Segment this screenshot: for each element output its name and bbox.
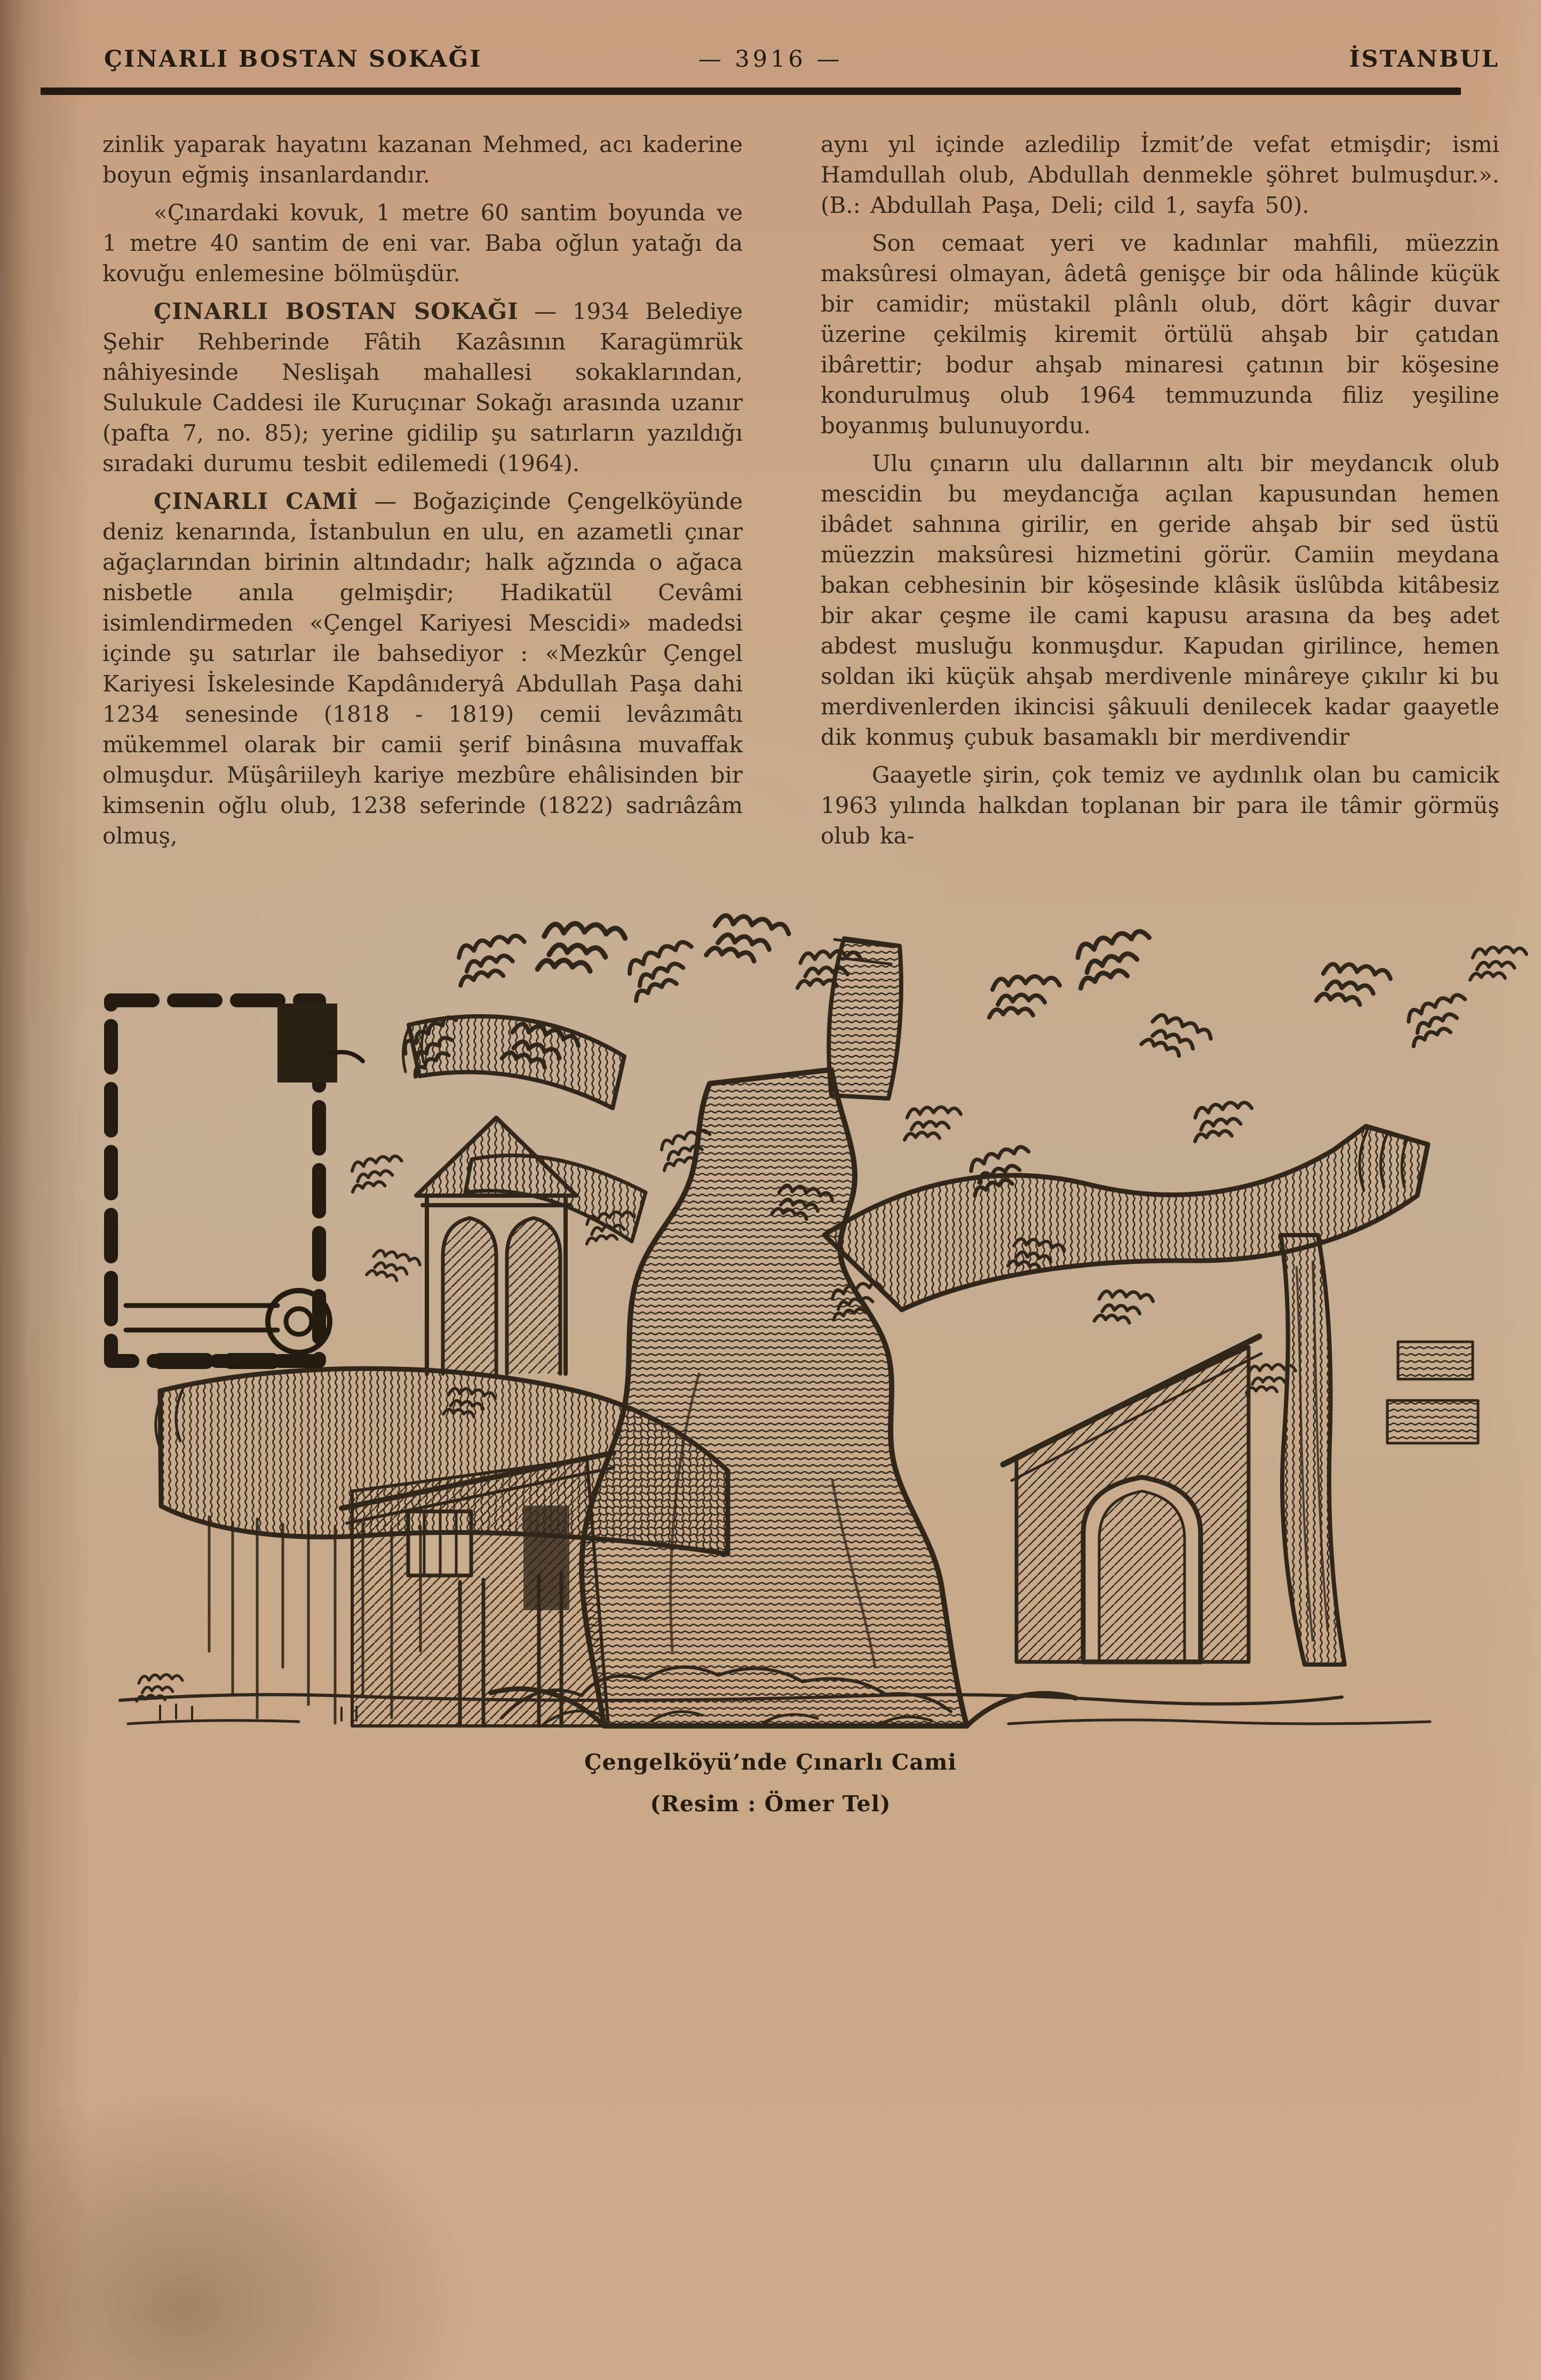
illustration-caption bbox=[0, 1749, 1541, 1817]
paragraph bbox=[821, 760, 1499, 851]
paragraph bbox=[821, 129, 1499, 220]
entry-heading: ÇINARLI BOSTAN SOKAĞI bbox=[154, 298, 519, 324]
paragraph-text: Gaayetle şirin, çok temiz ve aydınlık olan bu camicik 1963 yılında halkdan toplanan bir para ile tâmir görmüş olub ka- bbox=[821, 762, 1499, 849]
paragraph bbox=[102, 296, 743, 479]
paragraph bbox=[821, 228, 1499, 441]
right-column bbox=[821, 129, 1499, 851]
caption-credit: (Resim : Ömer Tel) bbox=[650, 1791, 891, 1817]
paragraph-text: Ulu çınarın ulu dallarının altı bir meydancık olub mescidin bu meydancığa açılan kapusundan hemen ibâdet sahnına girilir, en geride ahşab bir sed üstü müezzin maksûresi hizmetini görür. Camiin meydana bakan cebhesinin bir köşesinde klâsik üslûbda kitâbesiz bir akar çeşme ile cami kapusu arasına da beş adet abdest musluğu konmuşdur. Kapudan girilince, hemen soldan iki küçük ahşab merdivenle minâreye çıkılır ki bu merdivenlerden ikincisi şâkuuli denilecek kadar gaayetle dik konmuş çubuk basamaklı bir merdivendir bbox=[821, 450, 1499, 750]
paragraph-text: — 1934 Belediye Şehir Rehberinde Fâtih Kazâsının Karagümrük nâhiyesinde Neslişah mahallesi sokaklarından, Sulukule Caddesi ile Kuruçınar Sokağı arasında uzanır (pafta 7, no. 85); yerine gidilip şu satırların yazıldığı sıradaki durumu tesbit edilemedi (1964). bbox=[102, 298, 743, 476]
page-header bbox=[0, 0, 1541, 73]
running-title-left: ÇINARLI BOSTAN SOKAĞI bbox=[104, 46, 482, 73]
text-columns bbox=[0, 95, 1541, 851]
paragraph-text: «Çınardaki kovuk, 1 metre 60 santim boyunda ve 1 metre 40 santim de eni var. Baba oğlun yatağı da kovuğu enlemesine bölmüşdür. bbox=[102, 200, 743, 286]
paragraph-text: aynı yıl içinde azledilip İzmit’de vefat etmişdir; ismi Hamdullah olub, Abdullah denmekle şöhret bulmuşdur.». (B.: Abdullah Paşa, Deli; cild 1, sayfa 50). bbox=[821, 131, 1499, 218]
paragraph-text: — Boğaziçinde Çengelköyünde deniz kenarında, İstanbulun en ulu, en azametli çınar ağaçlarından birinin altındadır; halk ağzında o ağaca nisbetle anıla gelmişdir; Hadikatül Cevâmi isimlendirmeden «Çengel Kariyesi Mescidi» madedsi içinde şu satırlar ile bahsediyor : «Mezkûr Çengel Kariyesi İskelesinde Kapdânıderyâ Abdullah Paşa dahi 1234 senesinde (1818 - 1819) cemii levâzımâtı mükemmel olarak bir camii şerif binâsına muvaffak olmuşdur. Müşâriileyh kariye mezbûre ehâlisinden bir kimsenin oğlu olub, 1238 seferinde (1822) sadrıâzâm olmuş, bbox=[102, 488, 743, 849]
header-rule bbox=[41, 87, 1461, 95]
pen-ink-drawing bbox=[0, 894, 1541, 1731]
paragraph bbox=[102, 486, 743, 851]
upper-left-limbs bbox=[403, 1016, 646, 1241]
page-number: — 3916 — bbox=[698, 46, 843, 73]
paragraph-text: Son cemaat yeri ve kadınlar mahfili, müezzin maksûresi olmayan, âdetâ genişçe bir oda hâlinde küçük bir camidir; müstakil plânlı olub, dört kâgir duvar üzerine çekilmiş kiremit örtülü ahşab bir çatıdan ibârettir; bodur ahşab minaresi çatının bir köşesine kondurulmuş olub 1964 temmuzunda filiz yeşiline boyanmış bulunuyordu. bbox=[821, 230, 1499, 439]
paragraph bbox=[102, 129, 743, 190]
running-title-right: İSTANBUL bbox=[1349, 46, 1499, 73]
caption-title: Çengelköyü’nde Çınarlı Cami bbox=[584, 1749, 957, 1775]
mosque-facade bbox=[1003, 1336, 1478, 1662]
entry-heading: ÇINARLI CAMİ bbox=[154, 488, 359, 514]
floor-plan bbox=[111, 1000, 363, 1361]
paragraph bbox=[821, 448, 1499, 752]
left-column bbox=[102, 129, 743, 851]
paragraph bbox=[102, 197, 743, 289]
paragraph-text: zinlik yaparak hayatını kazanan Mehmed, acı kaderine boyun eğmiş insanlardandır. bbox=[102, 131, 743, 188]
mosque-tree-illustration bbox=[0, 894, 1541, 1817]
